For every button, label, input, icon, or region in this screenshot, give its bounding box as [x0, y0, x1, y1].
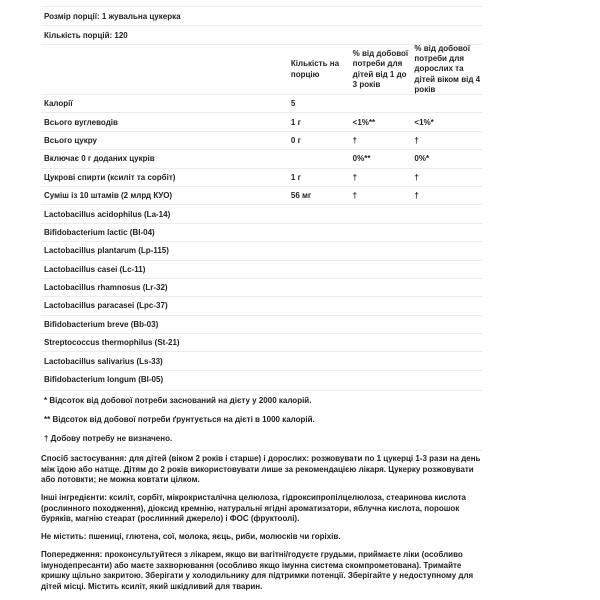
supplement-facts-table — [41, 6, 482, 451]
strain-name: Streptococcus thermophilus (St-21) — [44, 338, 180, 348]
dv-adults: † — [414, 172, 419, 182]
amount: 0 г — [290, 135, 301, 145]
dv-kids: † — [352, 172, 358, 182]
nutrient-name: Всього цукру — [44, 135, 97, 145]
table-row — [41, 149, 482, 167]
servings-count: Кількість порцій: 120 — [44, 30, 128, 40]
strain-row — [41, 333, 482, 351]
nutrient-name: Включає 0 г доданих цукрів — [44, 154, 155, 164]
nutrient-name: Всього вуглеводів — [44, 117, 118, 127]
divider — [41, 450, 482, 451]
strain-name: Lactobacillus paracasei (Lpc-37) — [44, 301, 168, 311]
dv-kids: 0%** — [352, 154, 371, 164]
table-row — [41, 131, 482, 149]
strain-row — [41, 204, 482, 222]
strain-row — [41, 370, 482, 388]
serving-size: Розмір порції: 1 жувальна цукерка — [44, 11, 181, 21]
strain-name: Bifidobacterium lactic (Bl-04) — [44, 227, 155, 237]
footnote: * Відсоток від добової потреби заснований на дієту у 2000 калорій. — [44, 396, 312, 406]
usage-text: Спосіб застосування: для дітей (віком 2 років і старше) і дорослих: розжовувати по 1 цукерці 1-3 рази на день між їдою або натще. Дітям до 2 років використовувати лише за рекомендацією лікаря. Цукерку розжовувати або потовкти; не можна ковтати цілком. — [41, 454, 481, 485]
header-amount: Кількість на порцію — [290, 59, 340, 79]
ingredients-text: Інші інгредієнти: ксиліт, сорбіт, мікрокристалічна целюлоза, гідроксипропілцелюлоза, стеаринова кислота (рослинного походження), діоксид кремнію, натуральні ягідні ароматизатори, яблучна кислота, порошок буряків, магнію стеарат (рослинний джерело) і ФОС (фруктоолі). — [41, 493, 466, 524]
strain-row — [41, 241, 482, 259]
table-header — [41, 44, 482, 94]
strain-name: Lactobacillus acidophilus (La-14) — [44, 209, 171, 219]
strain-name: Bifidobacterium longum (Bl-05) — [44, 375, 164, 385]
footnote: ** Відсоток від добової потреби ґрунтується на дієті в 1000 калорій. — [44, 415, 315, 425]
strain-row — [41, 315, 482, 333]
strain-name: Lactobacillus rhamnosus (Lr-32) — [44, 283, 168, 293]
dv-kids: † — [352, 135, 358, 145]
amount: 1 г — [290, 117, 301, 127]
warning-text: Попередження: проконсультуйтеся з лікарем, якщо ви вагітні/годуєте грудьми, приймаєте ліки (особливо імунодепресанти) або маєте захворювання (особливо якщо імунна система скомпрометована). Тримайте кришку щільно закритою. Зберігати у холодильнику для підтримки потенції. Зберігайте у недоступному для дітей місці. Містить ксиліт, який шкідливий для тварин. — [41, 550, 474, 591]
strain-name: Bifidobacterium breve (Bb-03) — [44, 319, 159, 329]
dv-adults: <1%* — [414, 117, 434, 127]
amount: 56 мг — [290, 191, 312, 201]
nutrient-name: Калорії — [44, 99, 73, 109]
strain-row — [41, 351, 482, 369]
footnote: † Добову потребу не визначено. — [44, 434, 173, 444]
dv-kids: † — [352, 191, 358, 201]
nutrient-name: Суміш із 10 штамів (2 млрд КУО) — [44, 191, 173, 201]
strain-row — [41, 223, 482, 241]
allergens-text: Не містить: пшениці, глютена, сої, молока, яєць, риби, молюсків чи горіхів. — [41, 532, 341, 541]
dv-adults: † — [414, 135, 419, 145]
serving-size-row — [41, 6, 482, 25]
header-dv-adults: % від добової потреби для дорослих та дітей віком від 4 років — [414, 43, 481, 94]
table-row — [41, 112, 482, 130]
header-dv-kids: % від добової потреби для дітей від 1 до 3 років — [352, 48, 409, 89]
dv-kids: <1%** — [352, 117, 376, 127]
table-row — [41, 168, 482, 186]
strain-name: Lactobacillus casei (Lc-11) — [44, 264, 146, 274]
servings-row — [41, 25, 482, 44]
table-row — [41, 186, 482, 204]
amount: 1 г — [290, 172, 301, 182]
dv-adults: 0%* — [414, 154, 430, 164]
nutrient-name: Цукрові спирти (ксиліт та сорбіт) — [44, 172, 176, 182]
strain-row — [41, 260, 482, 278]
table-row — [41, 94, 482, 112]
strain-row — [41, 278, 482, 296]
strain-name: Lactobacillus salivarius (Ls-33) — [44, 356, 163, 366]
dv-adults: † — [414, 191, 419, 201]
strain-name: Lactobacillus plantarum (Lp-115) — [44, 246, 169, 256]
strain-row — [41, 296, 482, 314]
amount: 5 — [290, 99, 296, 109]
